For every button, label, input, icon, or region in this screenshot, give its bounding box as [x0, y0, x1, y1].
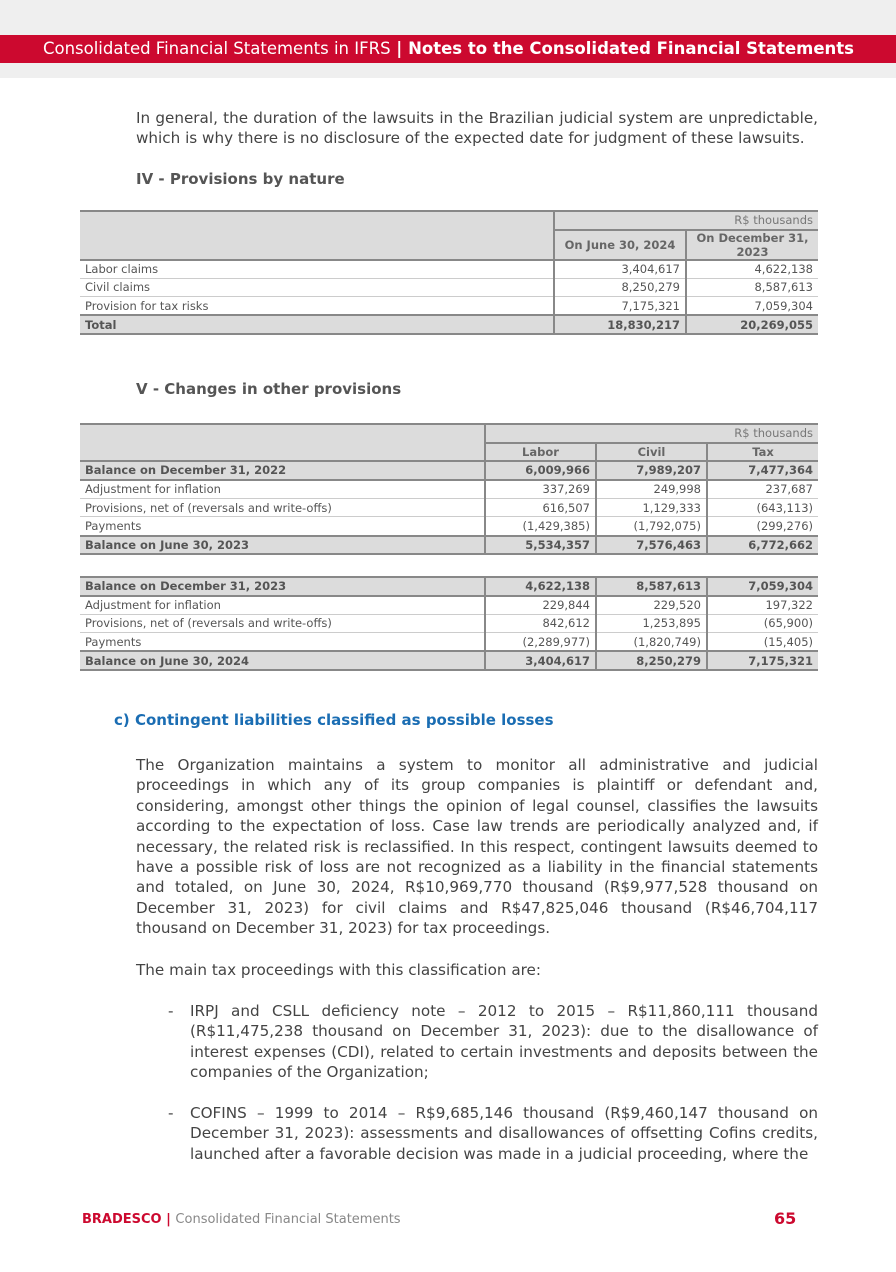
table-row: Provision for tax risks 7,175,321 7,059,304 — [80, 297, 818, 316]
cell-value: (299,276) — [707, 517, 818, 536]
contingent-paragraph: The Organization maintains a system to monitor all administrative and judicial proceedings in which any of its group companies is plaintiff or defendant and, considering, amongst other things the opinion of legal counsel, classifies the lawsuits according to the expectation of loss. Case law trends are periodically analyzed and, if necessary, the related risk is reclassified. In this respect, contingent lawsuits deemed to have a possible risk of loss are not recognized as a liability in the financial statements and totaled, on June 30, 2024, R$10,969,770 thousand (R$9,977,528 thousand on December 31, 2023) for civil claims and R$47,825,046 thousand (R$46,704,117 thousand on December 31, 2023) for tax proceedings. — [136, 756, 818, 938]
provisions-by-nature-table — [80, 210, 818, 335]
row-label: Provisions, net of (reversals and write-offs) — [80, 498, 485, 517]
row-label: Balance on December 31, 2023 — [80, 577, 485, 596]
cell-value: 8,587,613 — [596, 577, 707, 596]
table-row — [80, 498, 818, 517]
cell-value: 1,253,895 — [596, 614, 707, 633]
cell-value: (65,900) — [707, 614, 818, 633]
cell-value: (1,820,749) — [596, 633, 707, 652]
cell-value: (15,405) — [707, 633, 818, 652]
page-number: 65 — [774, 1209, 797, 1228]
cell-value: 229,520 — [596, 596, 707, 615]
column-header: Civil — [596, 443, 707, 462]
table-row — [80, 633, 818, 652]
footer-separator: | — [161, 1212, 176, 1227]
cell-value: 249,998 — [596, 480, 707, 499]
unit-label: R$ thousands — [485, 424, 818, 443]
header-band — [0, 35, 896, 63]
column-header: Tax — [707, 443, 818, 462]
cell-value: 6,772,662 — [707, 536, 818, 555]
cell-value: 337,269 — [485, 480, 596, 499]
table-row — [80, 480, 818, 499]
section-c-title: c) Contingent liabilities classified as possible losses — [114, 711, 554, 729]
table-row — [80, 517, 818, 536]
footer-text: Consolidated Financial Statements — [175, 1212, 401, 1227]
list-item: - IRPJ and CSLL deficiency note – 2012 to 2015 – R$11,860,111 thousand (R$11,475,238 thousand on December 31, 2023): due to the disallowance of interest expenses (CDI), related to certain investments and deposits between the companies of the Organization; — [168, 1002, 818, 1082]
table-row: Labor claims 3,404,617 4,622,138 — [80, 260, 818, 279]
cell-value: 6,009,966 — [485, 461, 596, 480]
column-header: On June 30, 2024 — [554, 230, 686, 260]
list-item: - COFINS – 1999 to 2014 – R$9,685,146 thousand (R$9,460,147 thousand on December 31, 2023): assessments and disallowances of offsetting Cofins credits, launched after a favorable decision was made in a judicial proceeding, where the — [168, 1104, 818, 1163]
section-iv-title: IV - Provisions by nature — [136, 170, 345, 188]
cell-value: 5,534,357 — [485, 536, 596, 555]
footer — [82, 1212, 401, 1227]
header-subtitle: Notes to the Consolidated Financial Statements — [408, 39, 854, 58]
cell-value: (1,792,075) — [596, 517, 707, 536]
bullet: - — [168, 1104, 174, 1122]
tax-proceedings-intro: The main tax proceedings with this classification are: — [136, 961, 542, 979]
changes-in-provisions-table — [80, 423, 818, 555]
balance-row — [80, 651, 818, 670]
row-label: Payments — [80, 633, 485, 652]
row-label: Balance on December 31, 2022 — [80, 461, 485, 480]
cell-value: (1,429,385) — [485, 517, 596, 536]
header-title: Consolidated Financial Statements in IFRS — [42, 39, 391, 58]
row-label: Provisions, net of (reversals and write-offs) — [80, 614, 485, 633]
total-row: Total 18,830,217 20,269,055 — [80, 315, 818, 334]
row-label: Adjustment for inflation — [80, 596, 485, 615]
cell-value: 616,507 — [485, 498, 596, 517]
row-label: Balance on June 30, 2023 — [80, 536, 485, 555]
unit-label: R$ thousands — [554, 211, 818, 230]
cell-value: 1,129,333 — [596, 498, 707, 517]
cell-value: 237,687 — [707, 480, 818, 499]
column-header: Labor — [485, 443, 596, 462]
balance-row — [80, 577, 818, 596]
changes-in-provisions-table-2024 — [80, 576, 818, 671]
section-v-title: V - Changes in other provisions — [136, 380, 402, 398]
table-row — [80, 596, 818, 615]
cell-value: 8,250,279 — [596, 651, 707, 670]
column-header: On December 31, 2023 — [686, 230, 818, 260]
balance-row — [80, 461, 818, 480]
cell-value: 842,612 — [485, 614, 596, 633]
cell-value: 197,322 — [707, 596, 818, 615]
table-row: Civil claims 8,250,279 8,587,613 — [80, 278, 818, 297]
cell-value: 7,059,304 — [707, 577, 818, 596]
cell-value: 229,844 — [485, 596, 596, 615]
row-label: Adjustment for inflation — [80, 480, 485, 499]
header-separator: | — [390, 39, 409, 58]
row-label: Balance on June 30, 2024 — [80, 651, 485, 670]
cell-value: 7,989,207 — [596, 461, 707, 480]
intro-paragraph: In general, the duration of the lawsuits in the Brazilian judicial system are unpredictable, which is why there is no disclosure of the expected date for judgment of these lawsuits. — [136, 109, 818, 148]
row-label: Payments — [80, 517, 485, 536]
cell-value: 3,404,617 — [485, 651, 596, 670]
cell-value: 7,175,321 — [707, 651, 818, 670]
balance-row — [80, 536, 818, 555]
cell-value: 4,622,138 — [485, 577, 596, 596]
cell-value: (2,289,977) — [485, 633, 596, 652]
table-row — [80, 614, 818, 633]
brand-logo: BRADESCO — [82, 1212, 162, 1227]
bullet: - — [168, 1002, 174, 1020]
cell-value: 7,477,364 — [707, 461, 818, 480]
cell-value: 7,576,463 — [596, 536, 707, 555]
cell-value: (643,113) — [707, 498, 818, 517]
